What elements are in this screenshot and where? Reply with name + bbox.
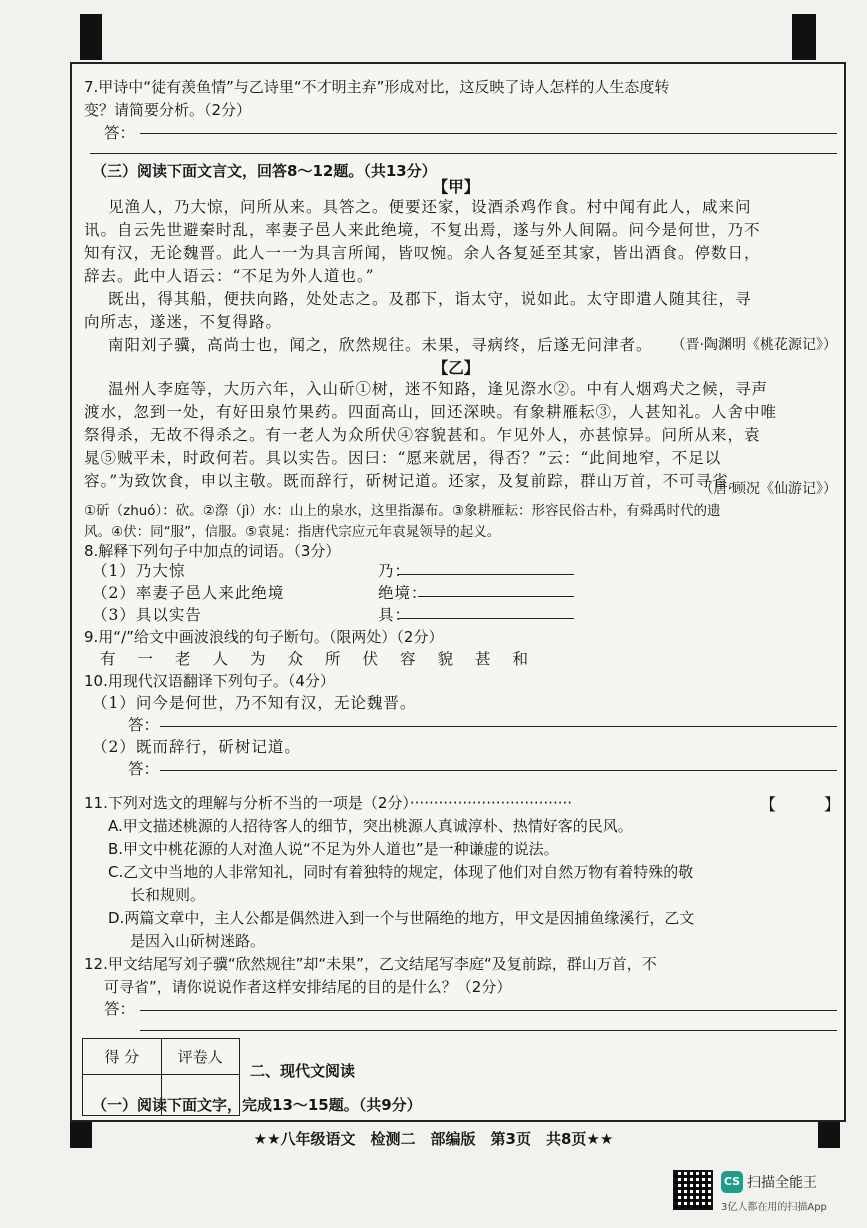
- grader-header: 评卷人: [161, 1039, 240, 1075]
- part2-subheading: （一）阅读下面文字，完成13～15题。（共9分）: [92, 1096, 422, 1114]
- yi-line: 温州人李庭等，大历六年，入山斫①树，迷不知路，逢见漈水②。中有人烟鸡犬之候，寻声: [108, 380, 769, 398]
- camscanner-logo-icon: CS: [721, 1171, 743, 1193]
- q7-line1: 7.甲诗中“徒有羡鱼情”与乙诗里“不才明主弃”形成对比，这反映了诗人怎样的人生态度转: [84, 78, 670, 96]
- jia-line: 南阳刘子骥，高尚士也，闻之，欣然规往。未果，寻病终，后遂无问津者。: [108, 336, 653, 354]
- jia-line: 讯。自云先世避秦时乱，率妻子邑人来此绝境，不复出焉，遂与外人间隔。问今是何世，乃不: [84, 221, 761, 239]
- footnote-line: 风。④伏：同“服”，信服。⑤袁晁：指唐代宗应元年袁晁领导的起义。: [84, 524, 501, 540]
- q12-line2: 可寻省”，请你说说作者这样安排结尾的目的是什么？（2分）: [104, 978, 512, 996]
- jia-line: 知有汉，无论魏晋。此人一一为具言所闻，皆叹惋。余人各复延至其家，皆出酒食。停数日，: [84, 244, 761, 262]
- jia-line: 辞去。此中人语云：“不足为外人道也。”: [84, 267, 375, 285]
- q10-answer-line-2[interactable]: [160, 770, 837, 771]
- q8-stem: 8.解释下列句子中加点的词语。（3分）: [84, 542, 341, 560]
- q8-answer-line[interactable]: [398, 574, 574, 575]
- yi-source: （唐·顾况《仙游记》）: [699, 481, 837, 497]
- q7-line2: 变？请简要分析。（2分）: [84, 101, 252, 119]
- jia-title: 【甲】: [432, 178, 480, 196]
- q8-item-word: 具：: [378, 606, 412, 624]
- q9-sentence: 有一老人为众所伏容貌甚和: [100, 650, 551, 668]
- q12-answer-line[interactable]: [140, 1010, 837, 1011]
- yi-line: 晁⑤贼平未，时政何若。具以实告。因曰：“愿来就居，得否？”云：“此间地窄，不足以: [84, 449, 722, 467]
- q8-item-sentence: （1）乃大惊: [92, 562, 186, 580]
- q8-item-sentence: （2）率妻子邑人来此绝境: [92, 584, 285, 602]
- yi-line: 容。”为致饮食，申以主敬。既而辞行，斫树记道。还家，及复前踪，群山万首，不可寻省。: [84, 472, 746, 490]
- q11-option: B.甲文中桃花源的人对渔人说“不足为外人道也”是一种谦虚的说法。: [108, 840, 559, 858]
- registration-mark: [792, 14, 816, 60]
- q9-stem: 9.用“/”给文中画波浪线的句子断句。（限两处）（2分）: [84, 628, 444, 646]
- q11-option: 长和规则。: [130, 886, 206, 904]
- jia-line: 见渔人，乃大惊，问所从来。具答之。便要还家，设酒杀鸡作食。村中闻有此人，咸来问: [108, 198, 752, 216]
- q11-option: D.两篇文章中，主人公都是偶然进入到一个与世隔绝的地方，甲文是因捕鱼缘溪行，乙文: [108, 909, 695, 927]
- q11-option: A.甲文描述桃源的人招待客人的细节，突出桃源人真诚淳朴、热情好客的民风。: [108, 817, 633, 835]
- q10-answer-label: 答：: [128, 716, 160, 734]
- q11-answer-bracket[interactable]: 【 】: [760, 795, 841, 814]
- q12-answer-label: 答：: [104, 1000, 136, 1018]
- q8-item-sentence: （3）具以实告: [92, 606, 202, 624]
- watermark-app-name: 扫描全能王: [747, 1175, 817, 1191]
- page-footer: ★★八年级语文 检测二 部编版 第3页 共8页★★: [253, 1130, 614, 1148]
- jia-source: （晋·陶渊明《桃花源记》）: [671, 337, 837, 353]
- q7-answer-label: 答：: [104, 124, 136, 142]
- yi-title: 【乙】: [432, 359, 480, 377]
- q10-answer-label: 答：: [128, 760, 160, 778]
- scanner-watermark: [673, 1168, 853, 1218]
- q11-option: C.乙文中当地的人非常知礼，同时有着独特的规定，体现了他们对自然万物有着特殊的敬: [108, 863, 694, 881]
- q10-stem: 10.用现代汉语翻译下列句子。（4分）: [84, 672, 335, 690]
- jia-line: 向所志，遂迷，不复得路。: [84, 313, 283, 331]
- q8-item-word: 乃：: [378, 562, 412, 580]
- yi-line: 祭得杀，无故不得杀之。有一老人为众所伏④容貌甚和。乍见外人，亦甚惊异。问所从来，袁: [84, 426, 761, 444]
- part2-title: 二、现代文阅读: [250, 1062, 356, 1080]
- q8-answer-line[interactable]: [398, 618, 574, 619]
- q12-answer-line-2[interactable]: [140, 1030, 837, 1031]
- q12-line1: 12.甲文结尾写刘子骥“欣然规往”却“未果”，乙文结尾写李庭“及复前踪，群山万首，不: [84, 955, 657, 973]
- section3-heading: （三）阅读下面文言文，回答8～12题。（共13分）: [92, 162, 437, 180]
- q11-option: 是因入山斫树迷路。: [130, 932, 266, 950]
- q8-item-word: 绝境：: [378, 584, 428, 602]
- q11-stem: 11.下列对选文的理解与分析不当的一项是（2分）··································: [84, 794, 573, 812]
- jia-line: 既出，得其船，便扶向路，处处志之。及郡下，诣太守，说如此。太守即遣人随其往，寻: [108, 290, 752, 308]
- q8-answer-line[interactable]: [418, 596, 574, 597]
- yi-line: 渡水，忽到一处，有好田泉竹果药。四面高山，回还深映。有象耕雁耘③，人甚知礼。人舍中唯: [84, 403, 778, 421]
- q10-answer-line-1[interactable]: [160, 726, 837, 727]
- score-header: 得 分: [83, 1039, 162, 1075]
- qr-code-icon: [673, 1170, 713, 1210]
- q7-answer-line[interactable]: [140, 133, 837, 134]
- footnote-line: ①斫（zhuó）：砍。②漈（jì）水：山上的泉水，这里指瀑布。③象耕雁耘：形容民俗古朴，有舜禹时代的遗: [84, 503, 721, 519]
- watermark-tagline: 3亿人都在用的扫描App: [721, 1202, 827, 1213]
- registration-mark: [80, 14, 102, 60]
- q10-item2: （2）既而辞行，斫树记道。: [92, 738, 301, 756]
- q10-item1: （1）问今是何世，乃不知有汉，无论魏晋。: [92, 694, 417, 712]
- q7-answer-line-2[interactable]: [90, 153, 837, 154]
